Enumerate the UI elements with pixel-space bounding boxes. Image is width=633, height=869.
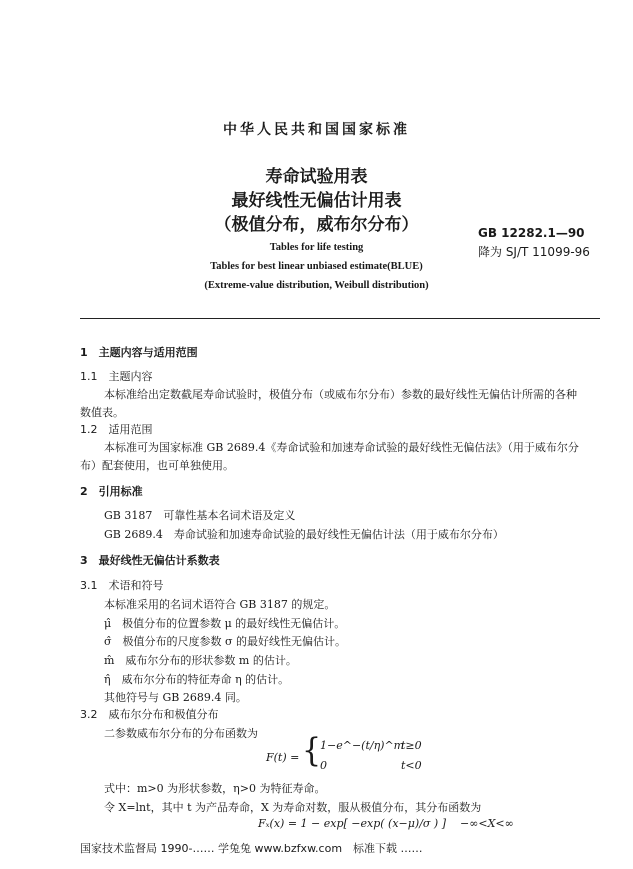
country-standard-header: 中华人民共和国国家标准 bbox=[223, 122, 410, 138]
formula-brace: { bbox=[302, 731, 322, 770]
section-1-heading: 1 主题内容与适用范围 bbox=[80, 346, 198, 359]
symbol-sigma: σ̂ 极值分布的尺度参数 σ 的最好线性无偏估计。 bbox=[104, 635, 347, 648]
title-en-line2: Tables for best linear unbiased estimate(BLUE) bbox=[210, 261, 423, 272]
section-1-1-text: 本标准给出定数截尾寿命试验时，极值分布（或威布尔分布）参数的最好线性无偏估计所需的各种 bbox=[104, 388, 577, 401]
section-1-1-heading: 1.1 主题内容 bbox=[80, 370, 153, 383]
formula-1-lhs: F(t) = bbox=[266, 751, 300, 764]
section-3-1-heading: 3.1 术语和符号 bbox=[80, 579, 164, 592]
footer-publisher: 国家技术监督局 1990-…… 学兔兔 www.bzfxw.com 标准下载 …… bbox=[80, 842, 423, 855]
title-cn-line1: 寿命试验用表 bbox=[265, 167, 368, 187]
formula-1-case2: 0 bbox=[320, 759, 327, 772]
formula-2: Fₓ(x) = 1 − exp[ −exp( (x−μ)/σ ) ] bbox=[258, 817, 446, 830]
divider-line bbox=[80, 318, 600, 319]
standard-number: GB 12282.1—90 bbox=[478, 226, 585, 240]
title-cn-line3: （极值分布，威布尔分布） bbox=[214, 215, 419, 235]
title-en-line3: (Extreme-value distribution, Weibull distribution) bbox=[204, 280, 429, 291]
formula-1-case1: 1−e^−(t/η)^m bbox=[320, 739, 405, 752]
section-1-2-heading: 1.2 适用范围 bbox=[80, 423, 153, 436]
section-3-heading: 3 最好线性无偏估计系数表 bbox=[80, 554, 220, 567]
symbol-m: m̂ 威布尔分布的形状参数 m 的估计。 bbox=[104, 654, 297, 667]
section-1-2-text-cont: 布）配套使用，也可单独使用。 bbox=[80, 459, 234, 472]
section-3-2-text-3: 令 X=lnt，其中 t 为产品寿命，X 为寿命对数，服从极值分布，其分布函数为 bbox=[104, 801, 482, 814]
section-1-2-text: 本标准可为国家标准 GB 2689.4《寿命试验和加速寿命试验的最好线性无偏估法》（用于威布尔分 bbox=[104, 441, 579, 454]
reference-2: GB 2689.4 寿命试验和加速寿命试验的最好线性无偏估计法（用于威布尔分布） bbox=[104, 528, 504, 541]
section-3-2-heading: 3.2 威布尔分布和极值分布 bbox=[80, 708, 219, 721]
section-3-2-text-2: 式中：m>0 为形状参数，η>0 为特征寿命。 bbox=[104, 782, 326, 795]
symbol-mu: μ̂ 极值分布的位置参数 μ 的最好线性无偏估计。 bbox=[104, 617, 346, 630]
section-2-heading: 2 引用标准 bbox=[80, 485, 143, 498]
replaced-by-note: 降为 SJ/T 11099-96 bbox=[478, 245, 590, 259]
formula-1-cond1: t≥0 bbox=[401, 739, 422, 752]
formula-1-cond2: t<0 bbox=[401, 759, 422, 772]
section-3-1-text-2: 其他符号与 GB 2689.4 同。 bbox=[104, 691, 247, 704]
title-cn-line2: 最好线性无偏估计用表 bbox=[231, 191, 402, 211]
section-3-2-text: 二参数威布尔分布的分布函数为 bbox=[104, 727, 258, 740]
section-3-1-text: 本标准采用的名词术语符合 GB 3187 的规定。 bbox=[104, 598, 336, 611]
section-1-1-text-cont: 数值表。 bbox=[80, 406, 124, 419]
symbol-eta: η̂ 威布尔分布的特征寿命 η 的估计。 bbox=[104, 673, 290, 686]
title-en-line1: Tables for life testing bbox=[269, 242, 364, 253]
formula-2-condition: −∞<X<∞ bbox=[460, 817, 514, 830]
reference-1: GB 3187 可靠性基本名词术语及定义 bbox=[104, 509, 296, 522]
